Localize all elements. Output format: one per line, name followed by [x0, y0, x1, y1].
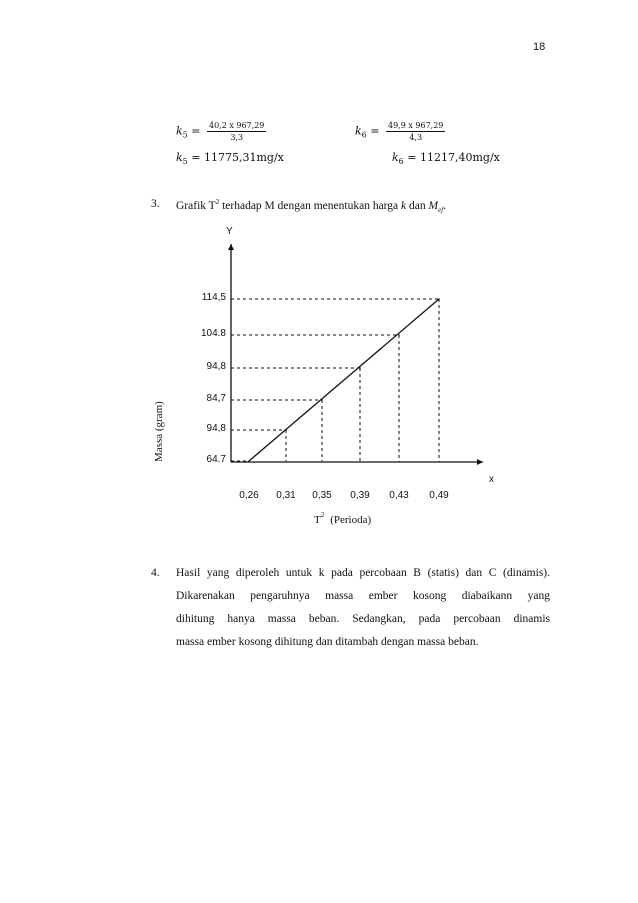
- y-axis-label: Massa (gram): [153, 401, 165, 462]
- k6-fraction: [386, 121, 445, 142]
- k5-variable: k: [176, 124, 183, 138]
- k6-equals: =: [370, 124, 380, 138]
- k5-numerator: 40,2 x 967,29: [208, 121, 265, 130]
- y-tick-label: 114,5: [201, 292, 226, 303]
- k6-denominator: 4,3: [409, 133, 423, 142]
- k5-result-subscript: 5: [182, 157, 188, 166]
- item3-number: 3.: [151, 198, 160, 210]
- y-tick-label: 104.8: [200, 328, 226, 339]
- x-tick-label: 0,39: [350, 490, 370, 501]
- k5-result-value: 11775,31mg/x: [203, 151, 284, 164]
- k5-result-line: [176, 151, 284, 166]
- k6-numerator: 49,9 x 967,29: [387, 121, 444, 130]
- y-tick-label: 94,8: [206, 423, 226, 434]
- mass-period-chart: [140, 218, 520, 538]
- item4-line: massa ember kosong dihitung dan ditambah dengan massa beban.: [176, 636, 479, 648]
- item3-m-sub: ef: [438, 206, 444, 215]
- k6-result-line: [392, 151, 500, 166]
- series-line: [249, 299, 439, 461]
- x-tick-label: 0,43: [389, 490, 409, 501]
- k6-result-equals: =: [407, 151, 417, 164]
- page-number: 18: [533, 41, 546, 53]
- item3-m: M: [428, 199, 439, 212]
- x-axis-label-rest: (Perioda): [330, 514, 372, 526]
- item4-line: Hasil yang diperoleh untuk k pada percobaan B (statis) dan C (dinamis).: [176, 567, 550, 579]
- item3-text: [176, 198, 446, 214]
- x-tick-label: 0,31: [276, 490, 296, 501]
- y-tick-label: 84,7: [206, 393, 226, 404]
- k6-variable: k: [355, 124, 362, 138]
- x-tick-label: 0,35: [312, 490, 332, 501]
- k5-equals: =: [191, 124, 201, 138]
- k6-result-subscript: 6: [398, 157, 404, 166]
- k6-result-variable: k: [392, 151, 399, 164]
- k5-formula: [176, 121, 266, 142]
- k5-fraction: [207, 121, 266, 142]
- item3-text-before: Grafik T: [176, 199, 216, 212]
- item3-text-mid: terhadap M dengan menentukan harga: [219, 199, 402, 212]
- x-tick-label: 0,49: [429, 490, 449, 501]
- y-tick-label: 94,8: [206, 361, 226, 372]
- y-tick-label: 64.7: [206, 454, 226, 465]
- item3-text-and: dan: [406, 199, 429, 212]
- k5-subscript: 5: [182, 130, 188, 140]
- item4-line: dihitung hanya massa beban. Sedangkan, pada percobaan dinamis: [176, 613, 550, 625]
- k6-subscript: 6: [361, 130, 367, 140]
- x-axis-label-sup: 2: [320, 511, 325, 519]
- item3-end: .: [443, 199, 447, 212]
- k5-denominator: 3,3: [230, 133, 244, 142]
- k6-formula: [355, 121, 445, 142]
- data-point: [398, 334, 400, 336]
- k5-result-equals: =: [191, 151, 201, 164]
- item3-sup: 2: [215, 198, 220, 206]
- item4-paragraph: [176, 562, 550, 654]
- x-axis-arrow: [477, 459, 483, 465]
- x-axis-letter: x: [489, 474, 494, 485]
- k6-result-value: 11217,40mg/x: [419, 151, 500, 164]
- y-axis-arrow: [228, 244, 234, 250]
- item4-line: Dikarenakan pengaruhnya massa ember kosong diabaikann yang: [176, 590, 550, 602]
- item4-number: 4.: [151, 567, 160, 579]
- x-axis-label: [314, 511, 371, 526]
- x-tick-label: 0,26: [239, 490, 259, 501]
- x-axis-label-main: T: [314, 514, 321, 526]
- k5-result-variable: k: [176, 151, 183, 164]
- y-axis-letter: Y: [226, 226, 233, 237]
- item3-k: k: [401, 199, 407, 212]
